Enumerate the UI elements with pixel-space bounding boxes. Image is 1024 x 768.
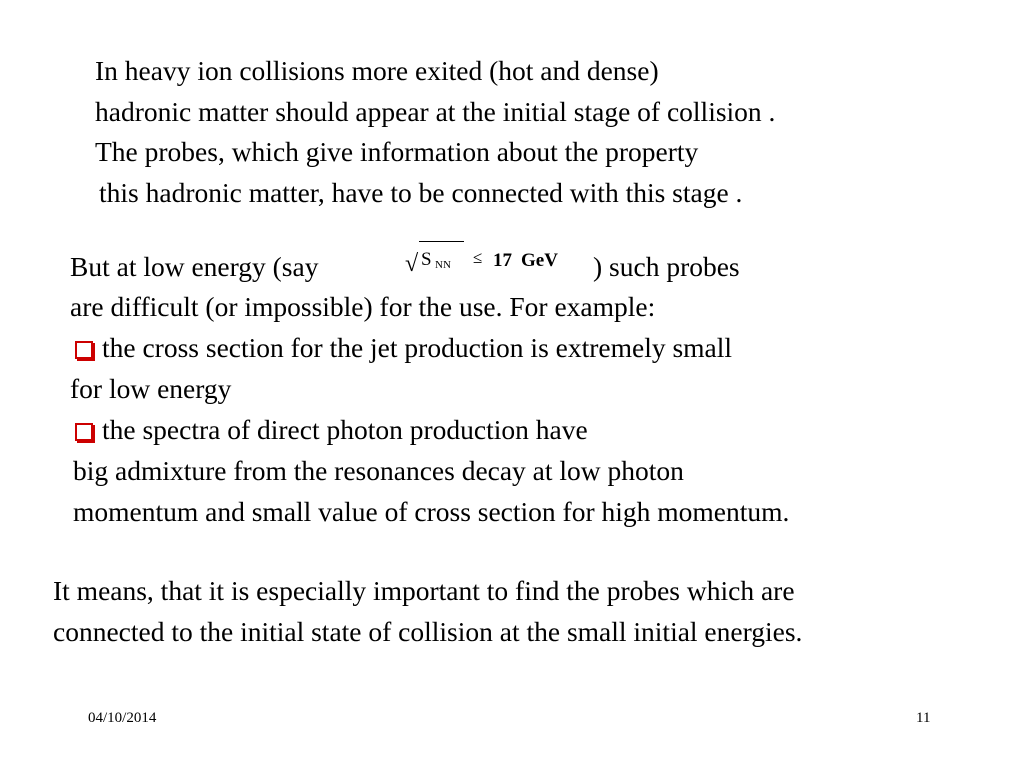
bullet-1-text: the cross section for the jet production is extremely small [102,332,733,363]
checkbox-bullet-icon [75,423,93,441]
formula-unit: GeV [521,250,558,271]
paragraph-2-intro-start: But at low energy (say [70,251,319,282]
paragraph-1-line-1: In heavy ion collisions more exited (hot and dense) [95,55,659,86]
slide-number: 11 [916,710,931,726]
paragraph-3-line-2: connected to the initial state of collision at the small initial energies. [53,616,803,647]
bullet-2-line-3: momentum and small value of cross section for high momentum. [73,496,790,527]
paragraph-1-line-3: The probes, which give information about the property [95,136,699,167]
formula-radical-bar [419,241,464,242]
formula-radical: √ [405,251,419,277]
paragraph-3-line-1: It means, that it is especially important to find the probes which are [53,575,795,606]
bullet-1-line-2: for low energy [70,373,232,404]
bullet-2-text: the spectra of direct photon production have [102,414,588,445]
paragraph-1-line-4: this hadronic matter, have to be connected with this stage . [99,177,743,208]
paragraph-2-line-2: are difficult (or impossible) for the use. For example: [70,291,656,322]
paragraph-2-intro-end: ) such probes [593,251,740,282]
formula-subscript: NN [435,259,451,271]
bullet-2-line-1 [75,414,588,446]
checkbox-bullet-icon [75,341,93,359]
formula-variable: S [421,249,432,270]
formula-value: 17 [493,250,512,271]
formula-relation: ≤ [473,248,483,267]
paragraph-1-line-2: hadronic matter should appear at the initial stage of collision . [95,96,776,127]
footer-date: 04/10/2014 [88,710,157,726]
bullet-2-line-2: big admixture from the resonances decay at low photon [73,455,684,486]
bullet-1-line-1 [75,332,732,364]
